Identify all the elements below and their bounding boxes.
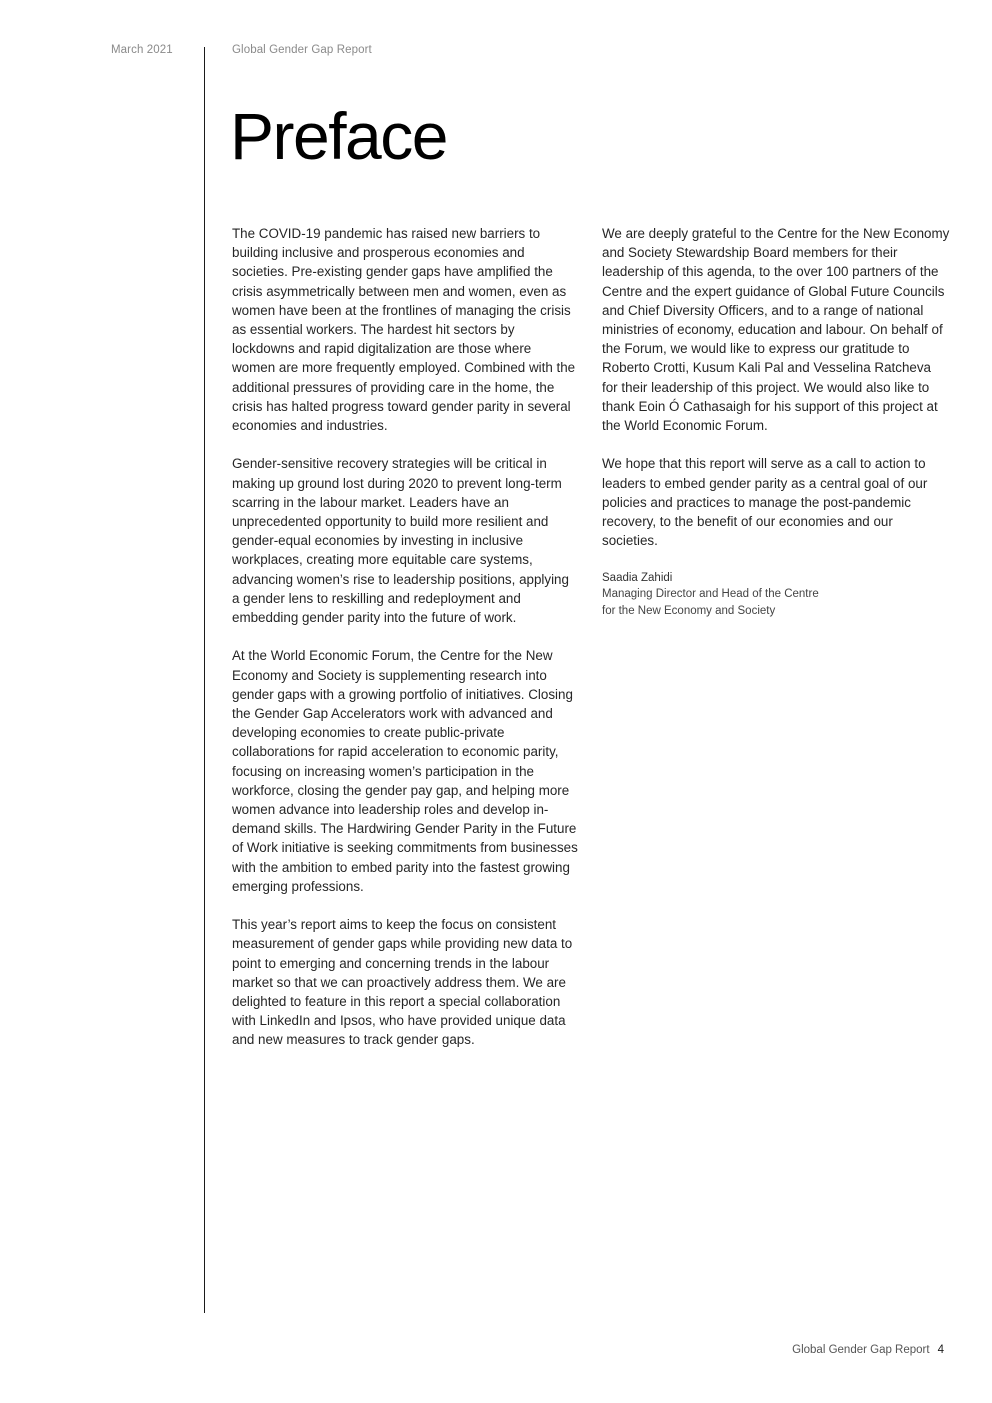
paragraph: This year’s report aims to keep the focus on consistent measurement of gender gaps while providing new data to point to emerging and concerning trends in the labour market so that we can proactively address them. We are delighted to feature in this report a special collaboration with LinkedIn and Ipsos, who have provided unique data and new measures to track gender gaps. xyxy=(232,917,573,1048)
right-column xyxy=(602,224,950,620)
paragraph: Gender-sensitive recovery strategies will be critical in making up ground lost during 2020 to prevent long-term scarring in the labour market. Leaders have an unprecedented opportunity to build more resilient and gender-equal economies by investing in inclusive workplaces, creating more equitable care systems, advancing women’s rise to leadership positions, applying a gender lens to reskilling and redeployment and embedding gender parity into the future of work. xyxy=(232,456,569,626)
signature xyxy=(602,570,950,620)
signature-name: Saadia Zahidi xyxy=(602,571,673,584)
header-report-title: Global Gender Gap Report xyxy=(232,44,372,56)
vertical-divider xyxy=(204,47,205,1313)
left-column xyxy=(232,224,578,1069)
signature-role-line-1: Managing Director and Head of the Centre xyxy=(602,587,819,600)
header-date: March 2021 xyxy=(111,44,173,56)
page-title: Preface xyxy=(230,99,447,173)
paragraph: At the World Economic Forum, the Centre for the New Economy and Society is supplementing research into gender gaps with a growing portfolio of initiatives. Closing the Gender Gap Accelerators work with advanced and developing economies to create public-private collaborations for rapid acceleration to economic parity, focusing on increasing women’s participation in the workforce, closing the gender pay gap, and helping more women advance into leadership roles and develop in-demand skills. The Hardwiring Gender Parity in the Future of Work initiative is seeking commitments from businesses with the ambition to embed parity into the fastest growing emerging professions. xyxy=(232,648,578,894)
paragraph: We hope that this report will serve as a call to action to leaders to embed gender parity as a central goal of our policies and practices to manage the post-pandemic recovery, to the benefit of our economies and our societies. xyxy=(602,456,928,549)
paragraph: We are deeply grateful to the Centre for the New Economy and Society Stewardship Board members for their leadership of this agenda, to the over 100 partners of the Centre and the expert guidance of Global Future Councils and Chief Diversity Officers, and to a range of national ministries of economy, education and labour. On behalf of the Forum, we would like to express our gratitude to Roberto Crotti, Kusum Kali Pal and Vesselina Ratcheva for their leadership of this project. We would also like to thank Eoin Ó Cathasaigh for his support of this project at the World Economic Forum. xyxy=(602,226,950,434)
signature-role-line-2: for the New Economy and Society xyxy=(602,604,776,617)
footer xyxy=(792,1344,944,1356)
footer-report-title: Global Gender Gap Report xyxy=(792,1344,930,1356)
footer-page-number: 4 xyxy=(937,1344,944,1356)
paragraph: The COVID-19 pandemic has raised new barriers to building inclusive and prosperous economies and societies. Pre-existing gender gaps have amplified the crisis asymmetrically between men and women, even as women have been at the frontlines of managing the crisis as essential workers. The hardest hit sectors by lockdowns and rapid digitalization are those where women are more frequently employed. Combined with the additional pressures of providing care in the home, the crisis has halted progress toward gender parity in several economies and industries. xyxy=(232,226,576,434)
